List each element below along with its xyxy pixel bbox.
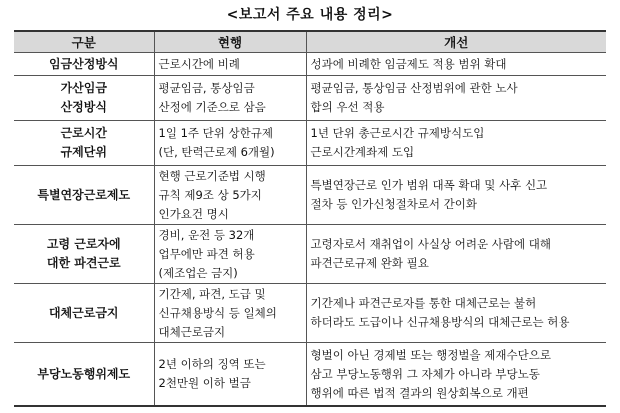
report-summary-table xyxy=(14,30,606,407)
row-improvement: 특별연장근로 인가 범위 대폭 확대 및 사후 신고 절차 등 인가신청절차로서 간이화 xyxy=(306,166,606,225)
row-category: 특별연장근로제도 xyxy=(14,166,154,225)
row-category: 부당노동행위제도 xyxy=(14,343,154,407)
header-improvement: 개선 xyxy=(306,31,606,53)
table-row xyxy=(14,225,606,284)
row-current: 기간제, 파견, 도급 및 신규채용방식 등 일체의 대체근로금지 xyxy=(154,284,306,343)
row-category: 근로시간 규제단위 xyxy=(14,121,154,166)
row-improvement: 기간제나 파견근로자를 통한 대체근로는 불허 하더라도 도급이나 신규채용방식의 대체근로는 허용 xyxy=(306,284,606,343)
row-current: 경비, 운전 등 32개 업무에만 파견 허용 (제조업은 금지) xyxy=(154,225,306,284)
row-improvement: 1년 단위 총근로시간 규제방식도입 근로시간계좌제 도입 xyxy=(306,121,606,166)
header-current: 현행 xyxy=(154,31,306,53)
report-title: <보고서 주요 내용 정리> xyxy=(226,7,394,23)
row-improvement: 형벌이 아닌 경제벌 또는 행정벌을 제재수단으로 삼고 부당노동행위 그 자체가 아니라 부당노동 행위에 따른 법적 결과의 원상회복으로 개편 xyxy=(306,343,606,407)
row-category: 임금산정방식 xyxy=(14,53,154,76)
table-row xyxy=(14,166,606,225)
table-header-row xyxy=(14,31,606,53)
row-current: 1일 1주 단위 상한규제 (단, 탄력근로제 6개월) xyxy=(154,121,306,166)
row-improvement: 고령자로서 재취업이 사실상 어려운 사람에 대해 파견근로규제 완화 필요 xyxy=(306,225,606,284)
header-category: 구분 xyxy=(14,31,154,53)
table-row xyxy=(14,53,606,76)
row-category: 고령 근로자에 대한 파견근로 xyxy=(14,225,154,284)
table-row xyxy=(14,76,606,121)
table-row xyxy=(14,121,606,166)
table-row xyxy=(14,284,606,343)
row-category: 가산임금 산정방식 xyxy=(14,76,154,121)
table-row xyxy=(14,343,606,407)
row-category: 대체근로금지 xyxy=(14,284,154,343)
row-current: 현행 근로기준법 시행 규칙 제9조 상 5가지 인가요건 명시 xyxy=(154,166,306,225)
row-current: 근로시간에 비례 xyxy=(154,53,306,76)
row-current: 평균임금, 통상임금 산정에 기준으로 삼음 xyxy=(154,76,306,121)
row-improvement: 평균임금, 통상임금 산정범위에 관한 노사 합의 우선 적용 xyxy=(306,76,606,121)
row-current: 2년 이하의 징역 또는 2천만원 이하 벌금 xyxy=(154,343,306,407)
row-improvement: 성과에 비례한 임금제도 적용 범위 확대 xyxy=(306,53,606,76)
